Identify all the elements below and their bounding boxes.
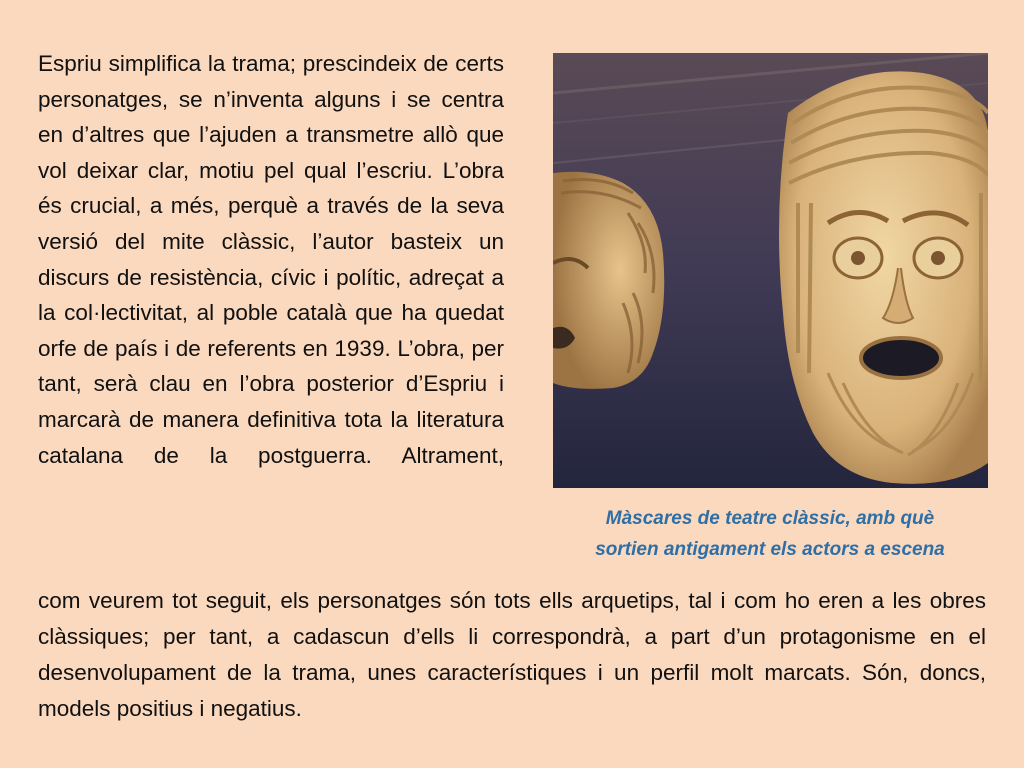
caption-line-2: sortien antigament els actors a escena <box>595 539 945 560</box>
paragraph-bottom: com veurem tot seguit, els personatges són tots ells arquetips, tal i com ho eren a les obres clàssiques; per tant, a cadascun d’ells li correspondrà, a part d’un protagonisme en el desenvolupament de la trama, unes característiques i un perfil molt marcats. Són, doncs, models positius i negatius. <box>38 588 986 721</box>
right-mask <box>779 71 988 484</box>
paragraph-top: Espriu simplifica la trama; prescindeix de certs personatges, se n’inventa alguns i se centra en d’altres que l’ajuden a transmetre allò que vol deixar clar, motiu pel qual l’escriu. L’obra és crucial, a més, perquè a través de la seva versió del mite clàssic, l’autor basteix un discurs de resistència, cívic i polític, adreçat a la col·lectivitat, al poble català que ha quedat orfe de país i de referents en 1939. L’obra, per tant, serà clau en l’obra posterior d’Espriu i marcarà de manera definitiva tota la literatura catalana de la postguerra. Altrament, <box>38 51 504 468</box>
theatre-masks-photo <box>553 53 988 488</box>
theatre-masks-illustration <box>553 53 988 488</box>
caption-line-1: Màscares de teatre clàssic, amb què <box>605 508 935 529</box>
figure-caption <box>530 503 1010 565</box>
